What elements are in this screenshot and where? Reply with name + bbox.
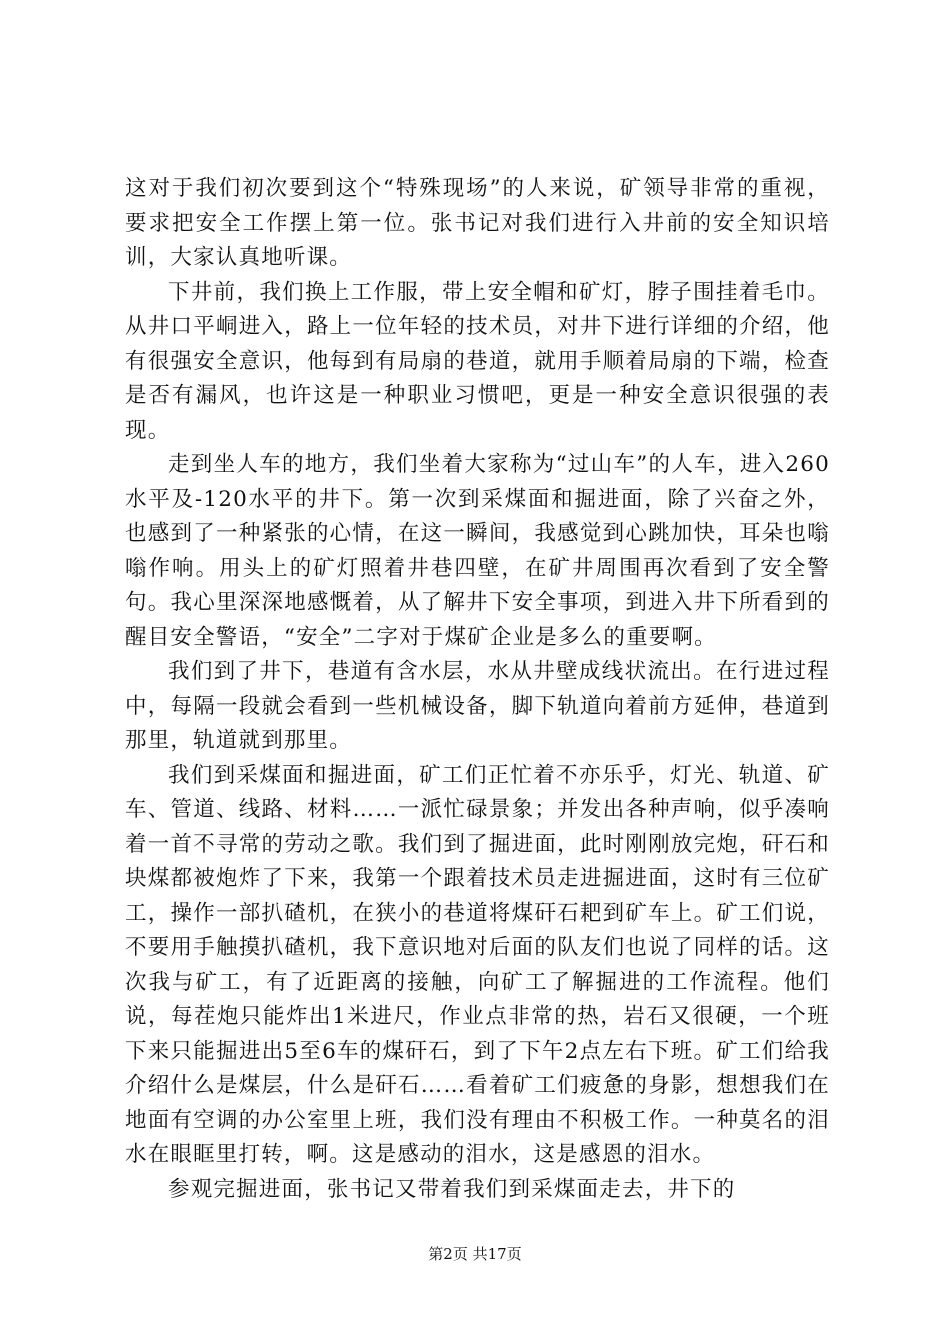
paragraph-2: 下井前，我们换上工作服，带上安全帽和矿灯，脖子围挂着毛巾。从井口平峒进入，路上一位年轻的技术员，对井下进行详细的介绍，他有很强安全意识，他每到有局扇的巷道，就用手顺着局扇的下端，检查是否有漏风，也许这是一种职业习惯吧，更是一种安全意识很强的表现。 — [125, 279, 830, 443]
paragraph-4: 我们到了井下，巷道有含水层，水从井壁成线状流出。在行进过程中，每隔一段就会看到一些机械设备，脚下轨道向着前方延伸，巷道到那里，轨道就到那里。 — [125, 659, 830, 753]
paragraph-5: 我们到采煤面和掘进面，矿工们正忙着不亦乐乎，灯光、轨道、矿车、管道、线路、材料……一派忙碌景象；并发出各种声响，似乎凑响着一首不寻常的劳动之歌。我们到了掘进面，此时刚刚放完炮，矸石和块煤都被炮炸了下来，我第一个跟着技术员走进掘进面，这时有三位矿工，操作一部扒碴机，在狭小的巷道将煤矸石耙到矿车上。矿工们说，不要用手触摸扒碴机，我下意识地对后面的队友们也说了同样的话。这次我与矿工，有了近距离的接触，向矿工了解掘进的工作流程。他们说，每茬炮只能炸出1米进尺，作业点非常的热，岩石又很硬，一个班下来只能掘进出5至6车的煤矸石，到了下午2点左右下班。矿工们给我介绍什么是煤层，什么是矸石……看着矿工们疲惫的身影，想想我们在地面有空调的办公室里上班，我们没有理由不积极工作。一种莫名的泪水在眼眶里打转，啊。这是感动的泪水，这是感恩的泪水。 — [125, 762, 830, 1167]
body-text — [125, 172, 830, 1207]
paragraph-6: 参观完掘进面，张书记又带着我们到采煤面走去，井下的 — [168, 1176, 736, 1202]
paragraph-1: 这对于我们初次要到这个“特殊现场”的人来说，矿领导非常的重视，要求把安全工作摆上第一位。张书记对我们进行入井前的安全知识培训，大家认真地听课。 — [125, 176, 830, 270]
page-footer: 第2页 共17页 — [428, 1245, 522, 1263]
paragraph-3: 走到坐人车的地方，我们坐着大家称为“过山车”的人车，进入260水平及-120水平的井下。第一次到采煤面和掘进面，除了兴奋之外，也感到了一种紧张的心情，在这一瞬间，我感觉到心跳加快，耳朵也嗡嗡作响。用头上的矿灯照着井巷四壁，在矿井周围再次看到了安全警句。我心里深深地感慨着，从了解井下安全事项，到进入井下所看到的醒目安全警语，“安全”二字对于煤矿企业是多么的重要啊。 — [125, 452, 830, 650]
